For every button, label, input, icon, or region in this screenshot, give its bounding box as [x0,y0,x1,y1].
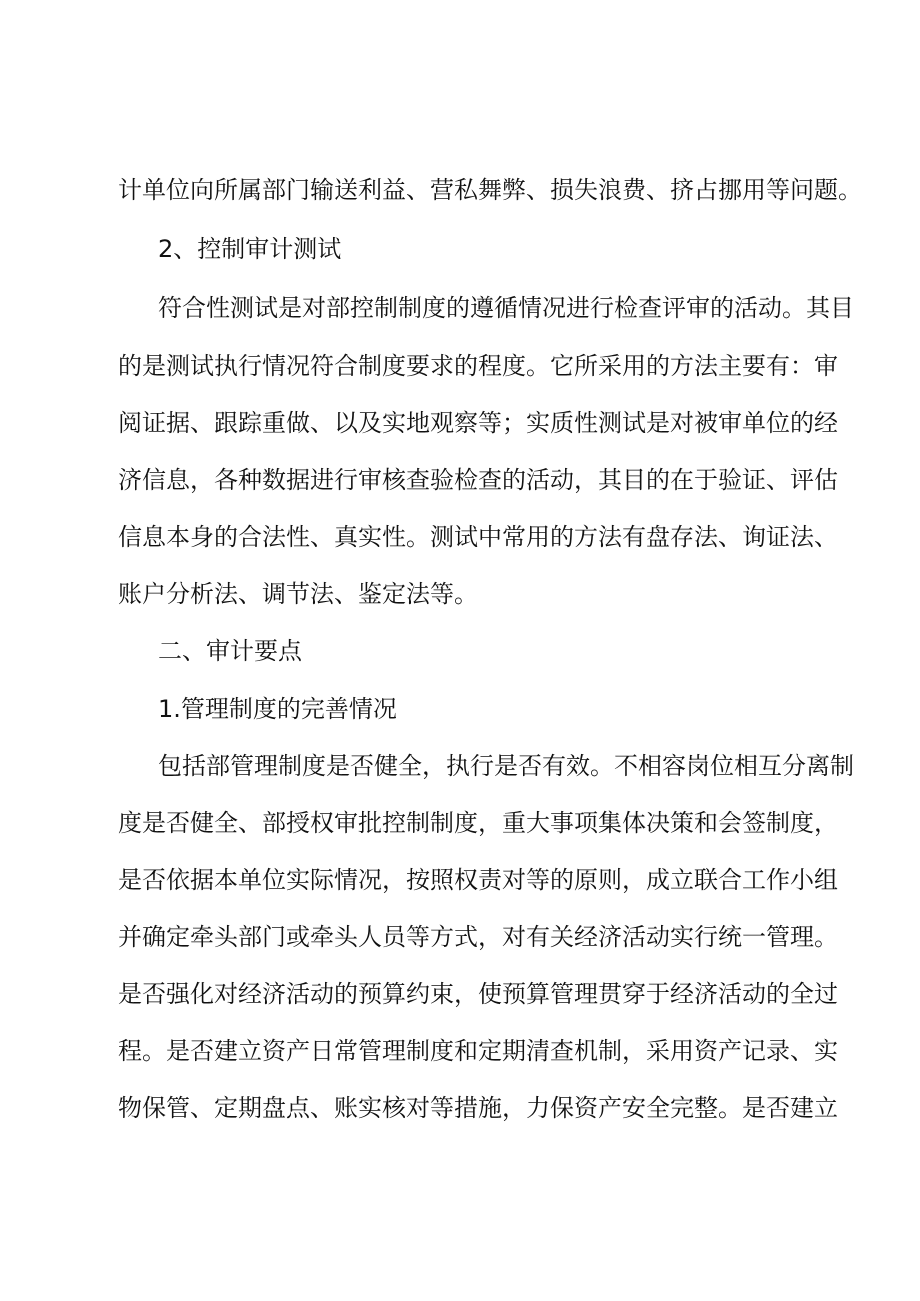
paragraph-line: 物保管、定期盘点、账实核对等措施，力保资产安全完整。是否建立 [118,1094,838,1122]
paragraph-line: 包括部管理制度是否健全，执行是否有效。不相容岗位相互分离制 [158,752,854,780]
paragraph-line: 是否依据本单位实际情况，按照权责对等的原则，成立联合工作小组 [118,866,838,894]
section-heading-control-audit-test: 2、控制审计测试 [158,235,342,263]
paragraph-line: 符合性测试是对部控制制度的遵循情况进行检查评审的活动。其目 [158,294,854,322]
paragraph-line: 并确定牵头部门或牵头人员等方式，对有关经济活动实行统一管理。 [118,923,838,951]
paragraph-line: 济信息，各种数据进行审核查验检查的活动，其目的在于验证、评估 [118,466,838,494]
paragraph-line: 的是测试执行情况符合制度要求的程度。它所采用的方法主要有：审 [118,352,838,380]
paragraph-line: 是否强化对经济活动的预算约束，使预算管理贯穿于经济活动的全过 [118,980,838,1008]
paragraph-line: 度是否健全、部授权审批控制制度，重大事项集体决策和会签制度， [118,809,838,837]
paragraph-line: 信息本身的合法性、真实性。测试中常用的方法有盘存法、询证法、 [118,523,838,551]
subsection-heading-management-system: 1.管理制度的完善情况 [158,695,397,723]
section-heading-audit-points: 二、审计要点 [158,637,302,665]
paragraph-line: 阅证据、跟踪重做、以及实地观察等；实质性测试是对被审单位的经 [118,409,838,437]
paragraph-line-continuation: 计单位向所属部门输送利益、营私舞弊、损失浪费、挤占挪用等问题。 [118,176,862,204]
paragraph-line: 账户分析法、调节法、鉴定法等。 [118,580,478,608]
paragraph-line: 程。是否建立资产日常管理制度和定期清查机制，采用资产记录、实 [118,1037,838,1065]
